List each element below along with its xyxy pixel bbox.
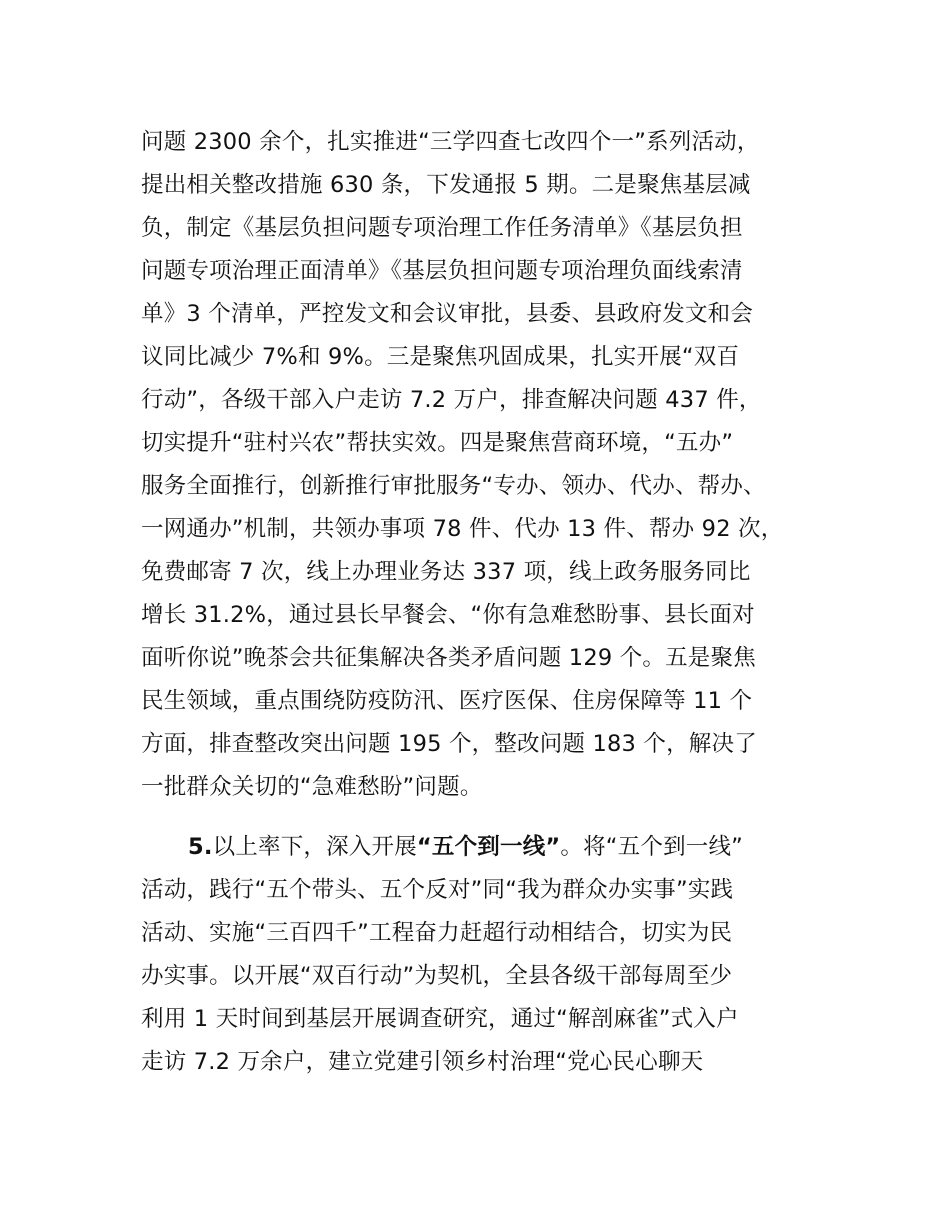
- text-line: 提出相关整改措施 630 条，下发通报 5 期。二是聚焦基层减: [141, 172, 751, 198]
- text-line: 活动、实施“三百四千”工程奋力赶超行动相结合，切实为民: [141, 920, 733, 946]
- paragraph-heading-line: [141, 826, 831, 869]
- heading-text: 以上率下，深入开展: [212, 834, 417, 860]
- heading-title: “五个到一线”: [416, 834, 561, 860]
- text-line: 问题 2300 余个，扎实推进“三学四查七改四个一”系列活动，: [141, 129, 760, 155]
- text-line: 增长 31.2%，通过县长早餐会、“你有急难愁盼事、县长面对: [141, 602, 755, 628]
- section-number: 5.: [188, 834, 213, 860]
- text-line: 行动”，各级干部入户走访 7.2 万户，排查解决问题 437 件，: [141, 387, 762, 413]
- heading-tail: 。将“五个到一线”: [560, 834, 744, 860]
- paragraph-1: [141, 121, 831, 809]
- text-line: 走访 7.2 万余户，建立党建引领乡村治理“党心民心聊天: [141, 1049, 704, 1075]
- text-line: 一网通办”机制，共领办事项 78 件、代办 13 件、帮办 92 次，: [141, 516, 784, 542]
- text-line: 一批群众关切的“急难愁盼”问题。: [141, 774, 483, 800]
- text-line: 利用 1 天时间到基层开展调查研究，通过“解剖麻雀”式入户: [141, 1006, 739, 1032]
- text-line: 方面，排查整改突出问题 195 个，整改问题 183 个，解决了: [141, 731, 757, 757]
- text-line: 负，制定《基层负担问题专项治理工作任务清单》《基层负担: [141, 215, 743, 241]
- text-line: 切实提升“驻村兴农”帮扶实效。四是聚焦营商环境，“五办”: [141, 430, 734, 456]
- text-line: 免费邮寄 7 次，线上办理业务达 337 项，线上政务服务同比: [141, 559, 751, 585]
- text-line: 单》3 个清单，严控发文和会议审批，县委、县政府发文和会: [141, 301, 754, 327]
- text-line: 民生领域，重点围绕防疫防汛、医疗医保、住房保障等 11 个: [141, 688, 753, 714]
- document-body: [141, 121, 831, 1084]
- text-line: 办实事。以开展“双百行动”为契机，全县各级干部每周至少: [141, 963, 733, 989]
- text-line: 面听你说”晚茶会共征集解决各类矛盾问题 129 个。五是聚焦: [141, 645, 756, 671]
- paragraph-2: [141, 826, 831, 1084]
- text-line: 活动，践行“五个带头、五个反对”同“我为群众办实事”实践: [141, 877, 734, 903]
- text-line: 议同比减少 7%和 9%。三是聚焦巩固成果，扎实开展“双百: [141, 344, 740, 370]
- text-line: 服务全面推行，创新推行审批服务“专办、领办、代办、帮办、: [141, 473, 766, 499]
- text-line: 问题专项治理正面清单》《基层负担问题专项治理负面线索清: [141, 258, 743, 284]
